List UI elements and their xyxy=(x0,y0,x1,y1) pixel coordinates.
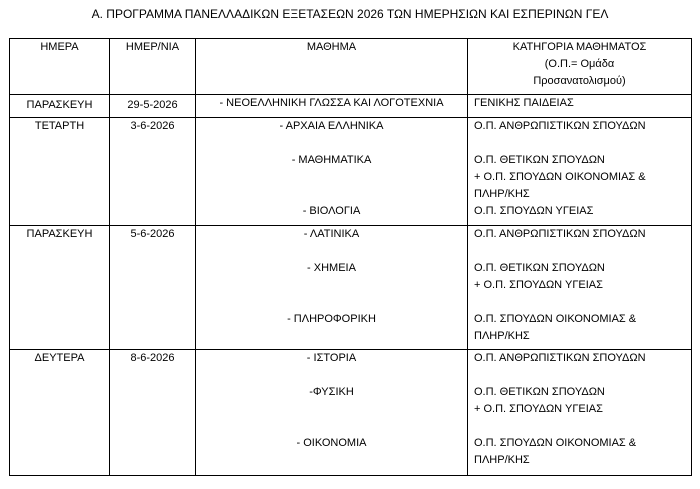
category-cell xyxy=(468,226,692,350)
category-item: Ο.Π. ΑΝΘΡΩΠΙΣΤΙΚΩΝ ΣΠΟΥΔΩΝ xyxy=(474,120,646,132)
category-cell xyxy=(468,350,692,476)
header-category-line: (Ο.Π.= Ομάδα xyxy=(544,58,615,70)
date-cell: 3-6-2026 xyxy=(110,118,196,226)
subject-item: - ΑΡΧΑΙΑ ΕΛΛΗΝΙΚΑ xyxy=(279,120,384,132)
subject-item: - ΒΙΟΛΟΓΙΑ xyxy=(302,205,361,217)
category-item: + Ο.Π. ΣΠΟΥΔΩΝ ΟΙΚΟΝΟΜΙΑΣ & xyxy=(474,171,646,183)
category-item: Ο.Π. ΣΠΟΥΔΩΝ ΥΓΕΙΑΣ xyxy=(474,205,594,217)
subject-item: - ΠΛΗΡΟΦΟΡΙΚΗ xyxy=(287,313,376,325)
document-title: Α. ΠΡΟΓΡΑΜΜΑ ΠΑΝΕΛΛΑΔΙΚΩΝ ΕΞΕΤΑΣΕΩΝ 2026 ΤΩΝ ΗΜΕΡΗΣΙΩΝ ΚΑΙ ΕΣΠΕΡΙΝΩΝ ΓΕΛ xyxy=(91,7,609,21)
header-category-line: Προσανατολισμού) xyxy=(533,75,626,87)
category-item: ΠΛΗΡ/ΚΗΣ xyxy=(474,188,530,200)
category-item: Ο.Π. ΘΕΤΙΚΩΝ ΣΠΟΥΔΩΝ xyxy=(474,262,605,274)
header-date: ΗΜΕΡ/ΝΙΑ xyxy=(110,39,196,95)
category-cell xyxy=(468,118,692,226)
day-cell: ΔΕΥΤΕΡΑ xyxy=(10,350,110,476)
subject-cell xyxy=(196,226,468,350)
header-subject: ΜΑΘΗΜΑ xyxy=(196,39,468,95)
table-header-row xyxy=(10,39,692,95)
date-cell: 29-5-2026 xyxy=(110,95,196,118)
table-row xyxy=(10,118,692,226)
subject-item: -ΦΥΣΙΚΗ xyxy=(309,386,354,398)
subject-cell xyxy=(196,118,468,226)
subject-item: - ΙΣΤΟΡΙΑ xyxy=(306,352,357,364)
category-item: Ο.Π. ΣΠΟΥΔΩΝ ΟΙΚΟΝΟΜΙΑΣ & xyxy=(474,437,637,449)
subject-cell: - ΝΕΟΕΛΛΗΝΙΚΗ ΓΛΩΣΣΑ ΚΑΙ ΛΟΓΟΤΕΧΝΙΑ xyxy=(196,95,468,118)
exam-schedule-table xyxy=(9,38,692,476)
subject-item: - ΟΙΚΟΝΟΜΙΑ xyxy=(296,437,367,449)
category-item: ΠΛΗΡ/ΚΗΣ xyxy=(474,330,530,342)
subject-cell xyxy=(196,350,468,476)
date-cell: 5-6-2026 xyxy=(110,226,196,350)
header-category xyxy=(468,39,692,95)
category-item: + Ο.Π. ΣΠΟΥΔΩΝ ΥΓΕΙΑΣ xyxy=(474,279,603,291)
category-cell: ΓΕΝΙΚΗΣ ΠΑΙΔΕΙΑΣ xyxy=(468,95,692,118)
subject-item: - ΧΗΜΕΙΑ xyxy=(307,262,356,274)
category-item: Ο.Π. ΑΝΘΡΩΠΙΣΤΙΚΩΝ ΣΠΟΥΔΩΝ xyxy=(474,352,646,364)
header-category-line: ΚΑΤΗΓΟΡΙΑ ΜΑΘΗΜΑΤΟΣ xyxy=(512,41,647,53)
category-item: Ο.Π. ΘΕΤΙΚΩΝ ΣΠΟΥΔΩΝ xyxy=(474,154,605,166)
header-day: ΗΜΕΡΑ xyxy=(10,39,110,95)
day-cell: ΠΑΡΑΣΚΕΥΗ xyxy=(10,226,110,350)
day-cell: ΠΑΡΑΣΚΕΥΗ xyxy=(10,95,110,118)
category-item: Ο.Π. ΘΕΤΙΚΩΝ ΣΠΟΥΔΩΝ xyxy=(474,386,605,398)
day-cell: ΤΕΤΑΡΤΗ xyxy=(10,118,110,226)
subject-item: - ΛΑΤΙΝΙΚΑ xyxy=(303,228,360,240)
category-item: Ο.Π. ΣΠΟΥΔΩΝ ΟΙΚΟΝΟΜΙΑΣ & xyxy=(474,313,637,325)
category-item: Ο.Π. ΑΝΘΡΩΠΙΣΤΙΚΩΝ ΣΠΟΥΔΩΝ xyxy=(474,228,646,240)
subject-item: - ΜΑΘΗΜΑΤΙΚΑ xyxy=(291,154,372,166)
category-item: ΠΛΗΡ/ΚΗΣ xyxy=(474,454,530,466)
category-item: + Ο.Π. ΣΠΟΥΔΩΝ ΥΓΕΙΑΣ xyxy=(474,403,603,415)
table-row xyxy=(10,350,692,476)
table-row xyxy=(10,226,692,350)
table-row xyxy=(10,95,692,118)
date-cell: 8-6-2026 xyxy=(110,350,196,476)
